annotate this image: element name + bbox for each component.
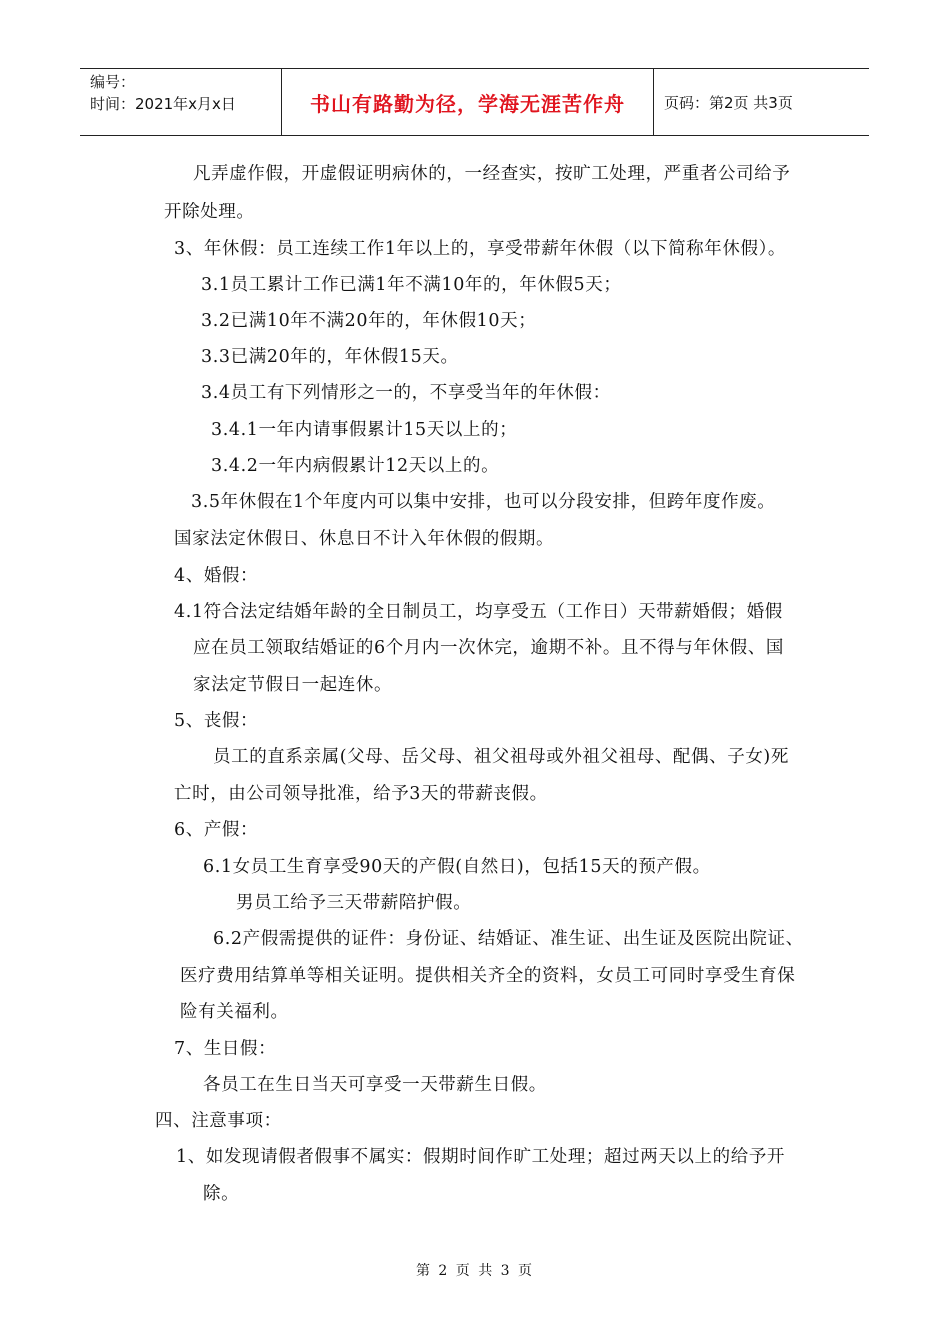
body-line: 亡时，由公司领导批准，给予3天的带薪丧假。 <box>174 784 548 804</box>
page-indicator: 页码：第2页 共3页 <box>664 93 793 112</box>
body-line: 4、婚假： <box>174 566 259 586</box>
page-footer: 第 2 页 共 3 页 <box>415 1263 535 1279</box>
body-line: 3.3已满20年的，年休假15天。 <box>201 347 459 367</box>
body-line: 国家法定休假日、休息日不计入年休假的假期。 <box>174 529 555 549</box>
header-meta <box>80 69 282 135</box>
body-line: 3.4.2一年内病假累计12天以上的。 <box>211 456 500 476</box>
body-line: 除。 <box>203 1184 240 1204</box>
body-line: 5、丧假： <box>174 711 259 731</box>
body-line: 4.1符合法定结婚年龄的全日制员工，均享受五（工作日）天带薪婚假；婚假 <box>174 602 783 622</box>
body-line: 6.2产假需提供的证件：身份证、结婚证、准生证、出生证及医院出院证、 <box>213 929 804 949</box>
body-line: 3、年休假：员工连续工作1年以上的，享受带薪年休假（以下简称年休假）。 <box>174 239 787 259</box>
body-line: 险有关福利。 <box>180 1002 289 1022</box>
body-line: 四、注意事项： <box>155 1111 282 1131</box>
body-line: 3.2已满10年不满20年的，年休假10天； <box>201 311 537 331</box>
body-line: 6.1女员工生育享受90天的产假(自然日)，包括15天的预产假。 <box>203 857 711 877</box>
body-line: 3.4.1一年内请事假累计15天以上的； <box>211 420 518 440</box>
motto: 书山有路勤为径，学海无涯苦作舟 <box>310 91 625 116</box>
body-line: 7、生日假： <box>174 1039 277 1059</box>
body-line: 3.5年休假在1个年度内可以集中安排，也可以分段安排，但跨年度作废。 <box>191 492 776 512</box>
header-page-cell <box>654 69 869 135</box>
body-line: 开除处理。 <box>164 202 255 222</box>
body-line: 男员工给予三天带薪陪护假。 <box>236 893 472 913</box>
body-line: 凡弄虚作假，开虚假证明病休的，一经查实，按旷工处理，严重者公司给予 <box>193 164 791 184</box>
document-number: 编号： <box>90 73 136 91</box>
body-line: 员工的直系亲属(父母、岳父母、祖父祖母或外祖父祖母、配偶、子女)死 <box>213 747 789 767</box>
body-line: 6、产假： <box>174 820 259 840</box>
body-line: 3.4员工有下列情形之一的，不享受当年的年休假： <box>201 383 611 403</box>
body-line: 1、如发现请假者假事不属实：假期时间作旷工处理；超过两天以上的给予开 <box>176 1147 786 1167</box>
body-line: 应在员工领取结婚证的6个月内一次休完，逾期不补。且不得与年休假、国 <box>193 638 784 658</box>
body-line: 各员工在生日当天可享受一天带薪生日假。 <box>203 1075 547 1095</box>
document-date: 时间：2021年x月x日 <box>90 95 236 113</box>
header-table <box>80 68 869 136</box>
body-line: 3.1员工累计工作已满1年不满10年的，年休假5天； <box>201 275 622 295</box>
body-line: 医疗费用结算单等相关证明。提供相关齐全的资料，女员工可同时享受生育保 <box>180 966 796 986</box>
header-motto-cell <box>282 69 654 135</box>
body-line: 家法定节假日一起连休。 <box>193 675 393 695</box>
